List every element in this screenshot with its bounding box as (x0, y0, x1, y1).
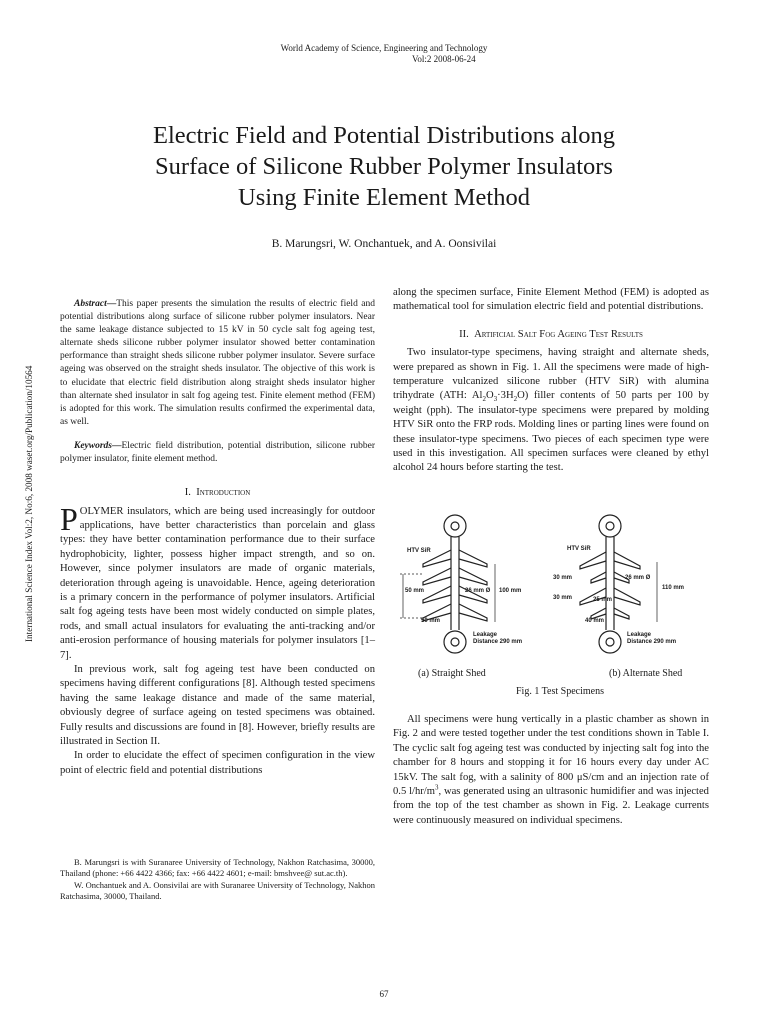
section-heading-2: II. Artificial Salt Fog Ageing Test Results (459, 328, 643, 340)
right-paragraph-1: Two insulator-type specimens, having straight and alternate sheds, were prepared as shown in Fig. 1. All the specimens were made of high-temperature vulcanized silicone rubber (HTV SiR) with alumina trihydrate (ATH: $Al_2O_3\cdot 3H_2O$) filler contents of 50 parts per 100 by weight (pph). The insulator-type specimens were prepared by molding HTV SiR onto the FRP rods. Molding lines or parting lines were found on these insulator-type specimens. Two pieces of each specimen type were used in this investigation. All specimen surfaces were cleaned by ethyl alcohol 24 hours before starting the test. (393, 347, 710, 474)
figure-caption: Fig. 1 Test Specimens (515, 686, 604, 697)
right-column-bottom (393, 713, 709, 828)
drop-cap: P (60, 500, 78, 537)
footnote-2: W. Onchantuek and A. Oonsivilai are with Suranaree University of Technology, Nakhon Ratchasima, 30000, Thailand. (60, 879, 375, 902)
journal-volume: Vol:2 2008-06-24 (412, 54, 476, 64)
title-line-3: Using Finite Element Method (238, 184, 530, 211)
subcaption-b: (b) Alternate Shed (609, 668, 683, 679)
footnote-1: B. Marungsri is with Suranaree University of Technology, Nakhon Ratchasima, 30000, Thailand (phone: +66 4422 4366; fax: +66 4422 4601; e-mail: bmshvee@ sut.ac.th). (60, 857, 375, 879)
keywords: Keywords—Electric field distribution, potential distribution, silicone rubber polymer insulator, finite element method. (60, 440, 375, 465)
section-heading-introduction: I. Introduction (184, 487, 251, 499)
intro-paragraph-3: In order to elucidate the effect of specimen configuration in the view point of electric field and potential distributions (60, 750, 375, 776)
title-line-1: Electric Field and Potential Distributions along (152, 122, 616, 149)
right-column-top (393, 286, 709, 476)
authors: B. Marungsri, W. Onchantuek, and A. Oonsivilai (271, 238, 497, 250)
paper-title (60, 120, 708, 213)
intro-paragraph-2: In previous work, salt fog ageing test have been conducted on specimens having different configurations [8]. Although tested specimens having the same leakage distance and made of the same material, obviously degree of surface ageing on tested specimens was obtained. Fully results and discussions are found in [8]. However, briefly results are illustrated in Section II. (60, 664, 375, 748)
figure-1 (395, 512, 725, 702)
intro-paragraph-1: POLYMER insulators, which are being used increasingly for outdoor applications, have better characteristics than porcelain and glass types: they have better contamination performance due to their surface hydrophobicity, lighter, possess higher impact strength, and so on. However, since polymer insulators are made of organic materials, deterioration through ageing is unavoidable. Hence, ageing deterioration is a primary concern in the performance of polymer insulators. Artificial salt fog ageing tests have been most widely conducted on simple plates, rods, and small actual insulators for evaluating the anti-tracking and/or anti-erosion performance of housing materials for polymer insulators [1–7]. (60, 500, 375, 661)
left-column (60, 298, 375, 778)
right-paragraph-0: along the specimen surface, Finite Element Method (FEM) is adopted as mathematical tool for simulation electric field and potential distributions. (393, 287, 709, 313)
subcaption-a: (a) Straight Shed (418, 668, 486, 679)
page-number: 67 (379, 989, 389, 999)
journal-name: World Academy of Science, Engineering and Technology (280, 43, 488, 53)
title-line-2: Surface of Silicone Rubber Polymer Insulators (155, 153, 613, 180)
right-paragraph-2: All specimens were hung vertically in a plastic chamber as shown in Fig. 2 and were tested together under the test conditions shown in Table I. The cyclic salt fog ageing test was conducted by injecting salt fog into the chamber for 8 hours and stopping it for 16 hours every day under AC 15kV. The salt fog, with a salinity of 800 μS/cm and an injection rate of 0.5 $l/hr/m^3$, was generated using an ultrasonic humidifier and was injected from the top of the test chamber as shown in Fig. 2. Leakage currents were continuously measured on individual specimens. (393, 714, 709, 826)
abstract: Abstract—This paper presents the simulation the results of electric field and potential distributions along surface of silicone rubber polymer insulators. Near the same leakage distance subjected to 15 kV in 50 cycle salt fog ageing test, alternate sheds silicone rubber polymer insulator showed better contamination performance than straight sheds silicone rubber polymer insulator. Severe surface ageing was observed on the straight sheds insulator. The objective of this work is to elucidate that electric field distribution along straight sheds insulator higher than alternate shed insulator in salt fog ageing test. Finite element method (FEM) is adopted for this work. The simulation results confirmed the experimental data, as well. (60, 299, 375, 427)
side-index-text: International Science Index Vol:2, No:6, 2008 waset.org/Publication/10564 (24, 365, 34, 642)
footnotes (60, 857, 375, 903)
figure-labels: HTV SiR 50 mm 26 mm Ø 100 mm 50 mm Leakage Distance 290 mm HTV SiR 30 mm 26 mm Ø 110 mm 30 mm 25 mm 40 mm Leakage Distance 290 mm (405, 546, 685, 645)
